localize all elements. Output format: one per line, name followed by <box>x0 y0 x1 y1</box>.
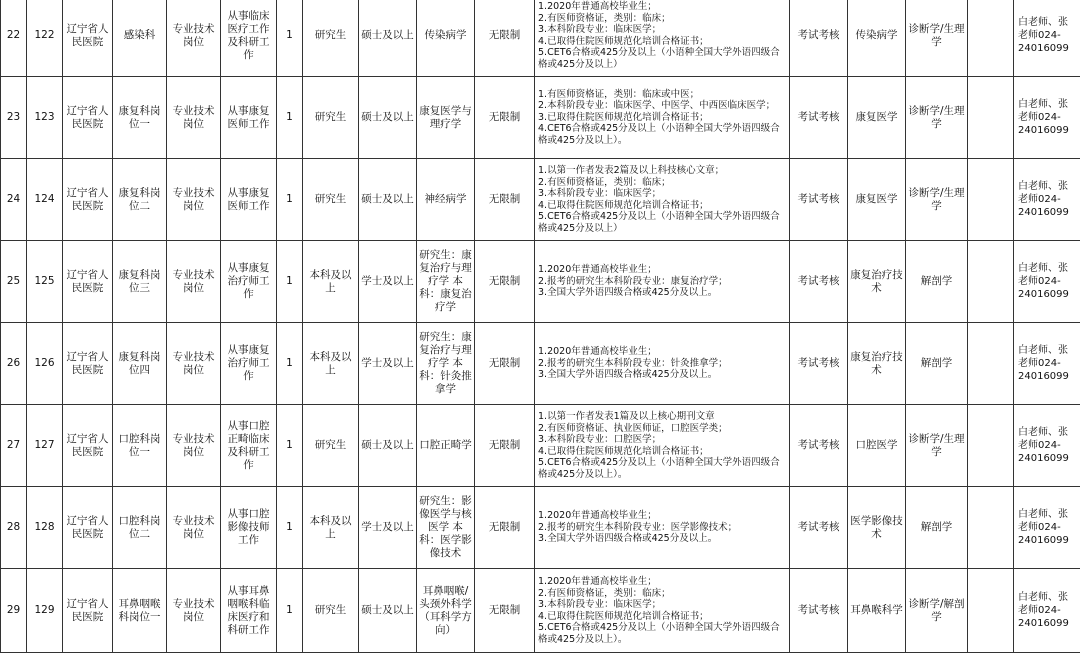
employer-cell: 辽宁省人民医院 <box>63 487 113 569</box>
education-cell: 研究生 <box>303 405 359 487</box>
degree-cell: 学士及以上 <box>359 323 417 405</box>
contact-line: 24016099 <box>1018 534 1080 547</box>
notes-cell <box>968 159 1014 241</box>
major-cell: 口腔正畸学 <box>417 405 475 487</box>
degree-cell: 硕士及以上 <box>359 159 417 241</box>
employer-cell: 辽宁省人民医院 <box>63 159 113 241</box>
exam-method-cell: 考试考核 <box>790 569 848 653</box>
requirement-line: 2.有医师资格证，类别：临床； <box>538 13 787 25</box>
duty-cell: 从事口腔影像技师工作 <box>221 487 277 569</box>
requirement-line: 2.报考的研究生本科阶段专业：针灸推拿学； <box>538 358 787 370</box>
headcount-cell: 1 <box>277 323 303 405</box>
contact-line: 老师024- <box>1018 439 1080 452</box>
requirement-line: 1.2020年普通高校毕业生； <box>538 346 787 358</box>
contact-line: 白老师、张 <box>1018 426 1080 439</box>
duty-cell: 从事康复医师工作 <box>221 77 277 159</box>
requirement-line: 5.CET6合格或425分及以上（小语种全国大学外语四级合格或425分及以上） <box>538 211 787 234</box>
requirement-line: 2.报考的研究生本科阶段专业：康复治疗学； <box>538 276 787 288</box>
duty-cell: 从事口腔正畸临床及科研工作 <box>221 405 277 487</box>
contact-cell <box>1014 323 1080 405</box>
contact-line: 24016099 <box>1018 370 1080 383</box>
table-row <box>1 77 1080 159</box>
education-cell: 本科及以上 <box>303 487 359 569</box>
position-type-cell: 专业技术岗位 <box>167 159 221 241</box>
requirements-cell <box>535 569 790 653</box>
requirement-line: 2.本科阶段专业：临床医学、中医学、中西医临床医学； <box>538 100 787 112</box>
contact-line: 白老师、张 <box>1018 508 1080 521</box>
position-code-cell: 127 <box>27 405 63 487</box>
exam-major-cell: 口腔医学 <box>848 405 906 487</box>
requirements-cell <box>535 0 790 77</box>
contact-line: 24016099 <box>1018 206 1080 219</box>
requirement-line: 4.已取得住院医师规范化培训合格证书； <box>538 446 787 458</box>
age-limit-cell: 无限制 <box>475 569 535 653</box>
major-cell: 康复医学与理疗学 <box>417 77 475 159</box>
headcount-cell: 1 <box>277 0 303 77</box>
contact-line: 白老师、张 <box>1018 180 1080 193</box>
table-row <box>1 159 1080 241</box>
department-cell: 口腔科岗位二 <box>113 487 167 569</box>
requirement-line: 3.本科阶段专业：临床医学； <box>538 24 787 36</box>
table-row <box>1 569 1080 653</box>
exam-subject-cell: 诊断学/解剖学 <box>906 569 968 653</box>
table-row <box>1 323 1080 405</box>
department-cell: 耳鼻咽喉科岗位一 <box>113 569 167 653</box>
position-code-cell: 123 <box>27 77 63 159</box>
contact-line: 24016099 <box>1018 42 1080 55</box>
education-cell: 研究生 <box>303 159 359 241</box>
position-code-cell: 125 <box>27 241 63 323</box>
contact-line: 老师024- <box>1018 275 1080 288</box>
exam-method-cell: 考试考核 <box>790 77 848 159</box>
exam-subject-cell: 诊断学/生理学 <box>906 405 968 487</box>
requirements-cell <box>535 241 790 323</box>
contact-line: 24016099 <box>1018 124 1080 137</box>
contact-line: 白老师、张 <box>1018 344 1080 357</box>
requirement-line: 1.以第一作者发表1篇及以上核心期刊文章 <box>538 411 787 423</box>
exam-method-cell: 考试考核 <box>790 487 848 569</box>
exam-major-cell: 传染病学 <box>848 0 906 77</box>
seq-cell: 29 <box>1 569 27 653</box>
department-cell: 康复科岗位一 <box>113 77 167 159</box>
requirement-line: 4.已取得住院医师规范化培训合格证书； <box>538 611 787 623</box>
exam-method-cell: 考试考核 <box>790 159 848 241</box>
age-limit-cell: 无限制 <box>475 0 535 77</box>
contact-line: 白老师、张 <box>1018 98 1080 111</box>
contact-cell <box>1014 241 1080 323</box>
age-limit-cell: 无限制 <box>475 323 535 405</box>
seq-cell: 27 <box>1 405 27 487</box>
age-limit-cell: 无限制 <box>475 159 535 241</box>
requirements-cell <box>535 405 790 487</box>
exam-subject-cell: 诊断学/生理学 <box>906 159 968 241</box>
position-type-cell: 专业技术岗位 <box>167 241 221 323</box>
department-cell: 康复科岗位四 <box>113 323 167 405</box>
requirement-line: 1.有医师资格证，类别：临床或中医； <box>538 89 787 101</box>
education-cell: 研究生 <box>303 77 359 159</box>
headcount-cell: 1 <box>277 487 303 569</box>
contact-line: 老师024- <box>1018 111 1080 124</box>
position-type-cell: 专业技术岗位 <box>167 323 221 405</box>
table-row <box>1 405 1080 487</box>
contact-cell <box>1014 159 1080 241</box>
duty-cell: 从事康复治疗师工作 <box>221 241 277 323</box>
headcount-cell: 1 <box>277 159 303 241</box>
table-row <box>1 241 1080 323</box>
degree-cell: 硕士及以上 <box>359 569 417 653</box>
duty-cell: 从事临床医疗工作及科研工作 <box>221 0 277 77</box>
major-cell: 传染病学 <box>417 0 475 77</box>
exam-subject-cell: 解剖学 <box>906 323 968 405</box>
requirement-line: 5.CET6合格或425分及以上（小语种全国大学外语四级合格或425分及以上）。 <box>538 457 787 480</box>
contact-line: 老师024- <box>1018 29 1080 42</box>
position-type-cell: 专业技术岗位 <box>167 77 221 159</box>
department-cell: 康复科岗位三 <box>113 241 167 323</box>
headcount-cell: 1 <box>277 405 303 487</box>
contact-line: 老师024- <box>1018 604 1080 617</box>
contact-line: 白老师、张 <box>1018 16 1080 29</box>
requirements-cell <box>535 159 790 241</box>
major-cell: 研究生：康复治疗与理疗学 本科：针灸推拿学 <box>417 323 475 405</box>
contact-line: 老师024- <box>1018 193 1080 206</box>
contact-cell <box>1014 77 1080 159</box>
age-limit-cell: 无限制 <box>475 487 535 569</box>
contact-cell <box>1014 405 1080 487</box>
degree-cell: 硕士及以上 <box>359 0 417 77</box>
requirements-cell <box>535 77 790 159</box>
contact-line: 白老师、张 <box>1018 591 1080 604</box>
requirement-line: 2.有医师资格证，类别：临床； <box>538 177 787 189</box>
table-row <box>1 487 1080 569</box>
position-code-cell: 129 <box>27 569 63 653</box>
requirement-line: 1.2020年普通高校毕业生； <box>538 264 787 276</box>
requirement-line: 2.有医师资格证，类别：临床； <box>538 588 787 600</box>
exam-method-cell: 考试考核 <box>790 0 848 77</box>
duty-cell: 从事康复医师工作 <box>221 159 277 241</box>
requirement-line: 1.2020年普通高校毕业生； <box>538 510 787 522</box>
requirements-cell <box>535 323 790 405</box>
notes-cell <box>968 0 1014 77</box>
department-cell: 康复科岗位二 <box>113 159 167 241</box>
notes-cell <box>968 405 1014 487</box>
contact-cell <box>1014 0 1080 77</box>
requirement-line: 1.2020年普通高校毕业生； <box>538 1 787 13</box>
education-cell: 本科及以上 <box>303 323 359 405</box>
department-cell: 感染科 <box>113 0 167 77</box>
degree-cell: 学士及以上 <box>359 487 417 569</box>
requirement-line: 3.本科阶段专业：临床医学； <box>538 599 787 611</box>
seq-cell: 25 <box>1 241 27 323</box>
degree-cell: 硕士及以上 <box>359 405 417 487</box>
exam-subject-cell: 诊断学/生理学 <box>906 77 968 159</box>
duty-cell: 从事耳鼻咽喉科临床医疗和科研工作 <box>221 569 277 653</box>
exam-major-cell: 医学影像技术 <box>848 487 906 569</box>
age-limit-cell: 无限制 <box>475 241 535 323</box>
department-cell: 口腔科岗位一 <box>113 405 167 487</box>
employer-cell: 辽宁省人民医院 <box>63 569 113 653</box>
seq-cell: 26 <box>1 323 27 405</box>
education-cell: 研究生 <box>303 0 359 77</box>
age-limit-cell: 无限制 <box>475 77 535 159</box>
requirement-line: 4.已取得住院医师规范化培训合格证书； <box>538 36 787 48</box>
requirement-line: 5.CET6合格或425分及以上（小语种全国大学外语四级合格或425分及以上） <box>538 47 787 70</box>
requirement-line: 5.CET6合格或425分及以上（小语种全国大学外语四级合格或425分及以上）。 <box>538 622 787 645</box>
degree-cell: 学士及以上 <box>359 241 417 323</box>
contact-line: 24016099 <box>1018 288 1080 301</box>
requirement-line: 2.报考的研究生本科阶段专业：医学影像技术； <box>538 522 787 534</box>
position-code-cell: 124 <box>27 159 63 241</box>
exam-method-cell: 考试考核 <box>790 241 848 323</box>
seq-cell: 24 <box>1 159 27 241</box>
employer-cell: 辽宁省人民医院 <box>63 77 113 159</box>
major-cell: 研究生：影像医学与核医学 本科：医学影像技术 <box>417 487 475 569</box>
contact-cell <box>1014 569 1080 653</box>
contact-cell <box>1014 487 1080 569</box>
requirement-line: 3.全国大学外语四级合格或425分及以上。 <box>538 533 787 545</box>
notes-cell <box>968 487 1014 569</box>
exam-major-cell: 康复医学 <box>848 77 906 159</box>
employer-cell: 辽宁省人民医院 <box>63 241 113 323</box>
contact-line: 老师024- <box>1018 521 1080 534</box>
employer-cell: 辽宁省人民医院 <box>63 405 113 487</box>
major-cell: 耳鼻咽喉/头颈外科学（耳科学方向） <box>417 569 475 653</box>
requirement-line: 1.2020年普通高校毕业生； <box>538 576 787 588</box>
requirement-line: 4.已取得住院医师规范化培训合格证书； <box>538 200 787 212</box>
requirement-line: 3.本科阶段专业：口腔医学； <box>538 434 787 446</box>
notes-cell <box>968 569 1014 653</box>
exam-major-cell: 康复医学 <box>848 159 906 241</box>
exam-subject-cell: 诊断学/生理学 <box>906 0 968 77</box>
headcount-cell: 1 <box>277 77 303 159</box>
position-type-cell: 专业技术岗位 <box>167 487 221 569</box>
major-cell: 研究生：康复治疗与理疗学 本科：康复治疗学 <box>417 241 475 323</box>
position-type-cell: 专业技术岗位 <box>167 405 221 487</box>
duty-cell: 从事康复治疗师工作 <box>221 323 277 405</box>
notes-cell <box>968 323 1014 405</box>
exam-method-cell: 考试考核 <box>790 323 848 405</box>
requirement-line: 3.本科阶段专业：临床医学； <box>538 188 787 200</box>
headcount-cell: 1 <box>277 569 303 653</box>
position-code-cell: 126 <box>27 323 63 405</box>
position-code-cell: 128 <box>27 487 63 569</box>
requirement-line: 3.全国大学外语四级合格或425分及以上。 <box>538 287 787 299</box>
headcount-cell: 1 <box>277 241 303 323</box>
exam-major-cell: 康复治疗技术 <box>848 323 906 405</box>
requirement-line: 1.以第一作者发表2篇及以上科技核心文章； <box>538 165 787 177</box>
requirement-line: 2.有医师资格证、执业医师证，口腔医学类； <box>538 423 787 435</box>
position-type-cell: 专业技术岗位 <box>167 0 221 77</box>
contact-line: 老师024- <box>1018 357 1080 370</box>
employer-cell: 辽宁省人民医院 <box>63 0 113 77</box>
position-type-cell: 专业技术岗位 <box>167 569 221 653</box>
notes-cell <box>968 241 1014 323</box>
exam-method-cell: 考试考核 <box>790 405 848 487</box>
requirement-line: 3.全国大学外语四级合格或425分及以上。 <box>538 369 787 381</box>
degree-cell: 硕士及以上 <box>359 77 417 159</box>
exam-major-cell: 耳鼻喉科学 <box>848 569 906 653</box>
contact-line: 24016099 <box>1018 452 1080 465</box>
requirement-line: 3.已取得住院医师规范化培训合格证书； <box>538 112 787 124</box>
exam-major-cell: 康复治疗技术 <box>848 241 906 323</box>
table-row <box>1 0 1080 77</box>
major-cell: 神经病学 <box>417 159 475 241</box>
exam-subject-cell: 解剖学 <box>906 241 968 323</box>
employer-cell: 辽宁省人民医院 <box>63 323 113 405</box>
exam-subject-cell: 解剖学 <box>906 487 968 569</box>
education-cell: 研究生 <box>303 569 359 653</box>
notes-cell <box>968 77 1014 159</box>
requirement-line: 4.CET6合格或425分及以上（小语种全国大学外语四级合格或425分及以上）。 <box>538 123 787 146</box>
contact-line: 24016099 <box>1018 617 1080 630</box>
seq-cell: 28 <box>1 487 27 569</box>
education-cell: 本科及以上 <box>303 241 359 323</box>
requirements-cell <box>535 487 790 569</box>
seq-cell: 22 <box>1 0 27 77</box>
seq-cell: 23 <box>1 77 27 159</box>
age-limit-cell: 无限制 <box>475 405 535 487</box>
position-code-cell: 122 <box>27 0 63 77</box>
contact-line: 白老师、张 <box>1018 262 1080 275</box>
